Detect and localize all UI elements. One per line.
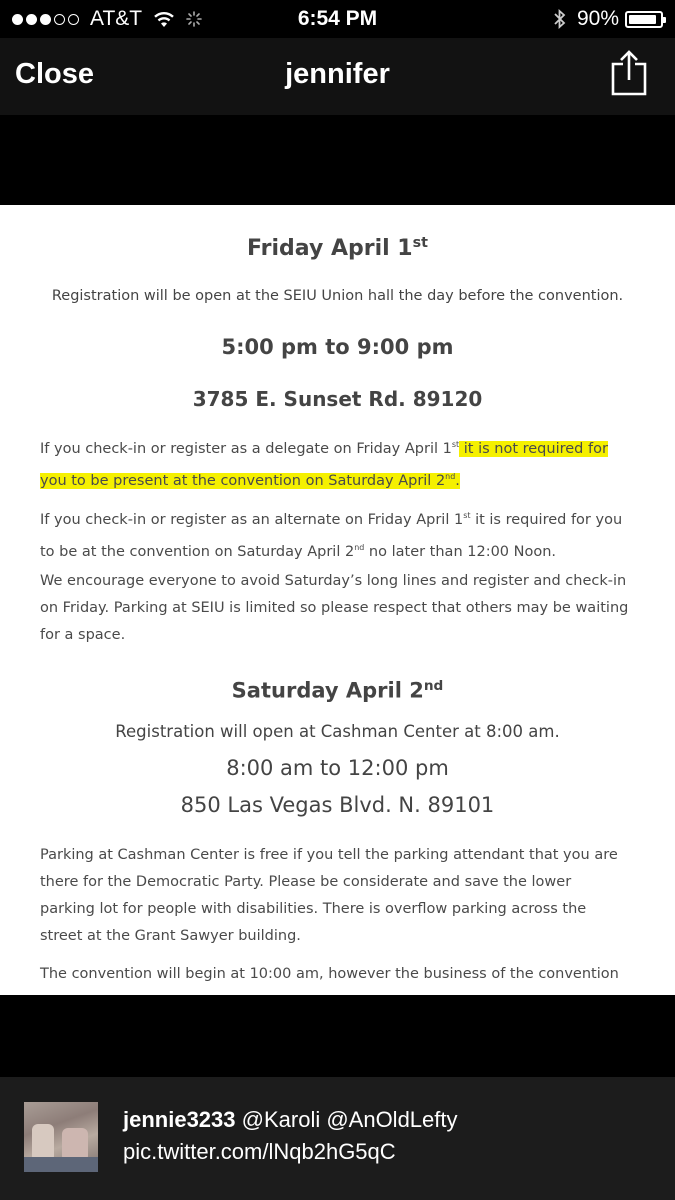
friday-heading: Friday April 1st bbox=[247, 235, 428, 261]
carrier-name: AT&T bbox=[90, 7, 143, 30]
delegate-paragraph: If you check-in or register as a delegate on Friday April 1st it is not required for you to be present at the convention on Saturday April 2nd. bbox=[40, 440, 608, 489]
parking-paragraph: Parking at Cashman Center is free if you tell the parking attendant that you are there for the Democratic Party. Please be considerate and save the lower parking lot for people with disabilities. There is overflow parking across the street at the Grant Sawyer building. bbox=[40, 847, 618, 944]
navigation-bar bbox=[0, 38, 675, 115]
tweet-mentions[interactable]: @Karoli @AnOldLefty bbox=[241, 1107, 458, 1132]
tweet-caption[interactable] bbox=[0, 1077, 675, 1200]
tweet-text bbox=[123, 1107, 458, 1133]
status-time: 6:54 PM bbox=[297, 7, 378, 30]
document-image[interactable] bbox=[0, 205, 675, 995]
saturday-time: 8:00 am to 12:00 pm bbox=[226, 756, 449, 780]
convention-paragraph: The convention will begin at 10:00 am, however the business of the convention bbox=[40, 966, 619, 982]
bluetooth-icon bbox=[553, 9, 567, 29]
tweet-username[interactable]: jennie3233 bbox=[123, 1107, 236, 1132]
battery-percent: 90% bbox=[576, 7, 619, 30]
friday-address: 3785 E. Sunset Rd. 89120 bbox=[192, 387, 483, 411]
saturday-heading: Saturday April 2nd bbox=[231, 678, 444, 703]
friday-time: 5:00 pm to 9:00 pm bbox=[221, 335, 454, 359]
share-icon[interactable] bbox=[609, 48, 649, 98]
saturday-intro: Registration will open at Cashman Center at 8:00 am. bbox=[115, 722, 560, 741]
encourage-paragraph: We encourage everyone to avoid Saturday’s long lines and register and check-in on Friday. Parking at SEIU is limited so please respect that others may be waiting for a space. bbox=[40, 573, 629, 643]
friday-intro: Registration will be open at the SEIU Union hall the day before the convention. bbox=[51, 288, 624, 304]
status-right bbox=[553, 7, 663, 31]
close-button[interactable]: Close bbox=[15, 58, 94, 90]
battery-icon bbox=[625, 11, 663, 28]
saturday-address: 850 Las Vegas Blvd. N. 89101 bbox=[180, 793, 495, 817]
avatar[interactable] bbox=[24, 1102, 98, 1172]
tweet-link[interactable]: pic.twitter.com/lNqb2hG5qC bbox=[123, 1139, 396, 1164]
alternate-paragraph: If you check-in or register as an alternate on Friday April 1st it is required for you to be at the convention on Saturday April 2nd no later than 12:00 Noon. bbox=[40, 511, 623, 560]
nav-title: jennifer bbox=[285, 58, 390, 90]
status-bar bbox=[0, 0, 675, 38]
